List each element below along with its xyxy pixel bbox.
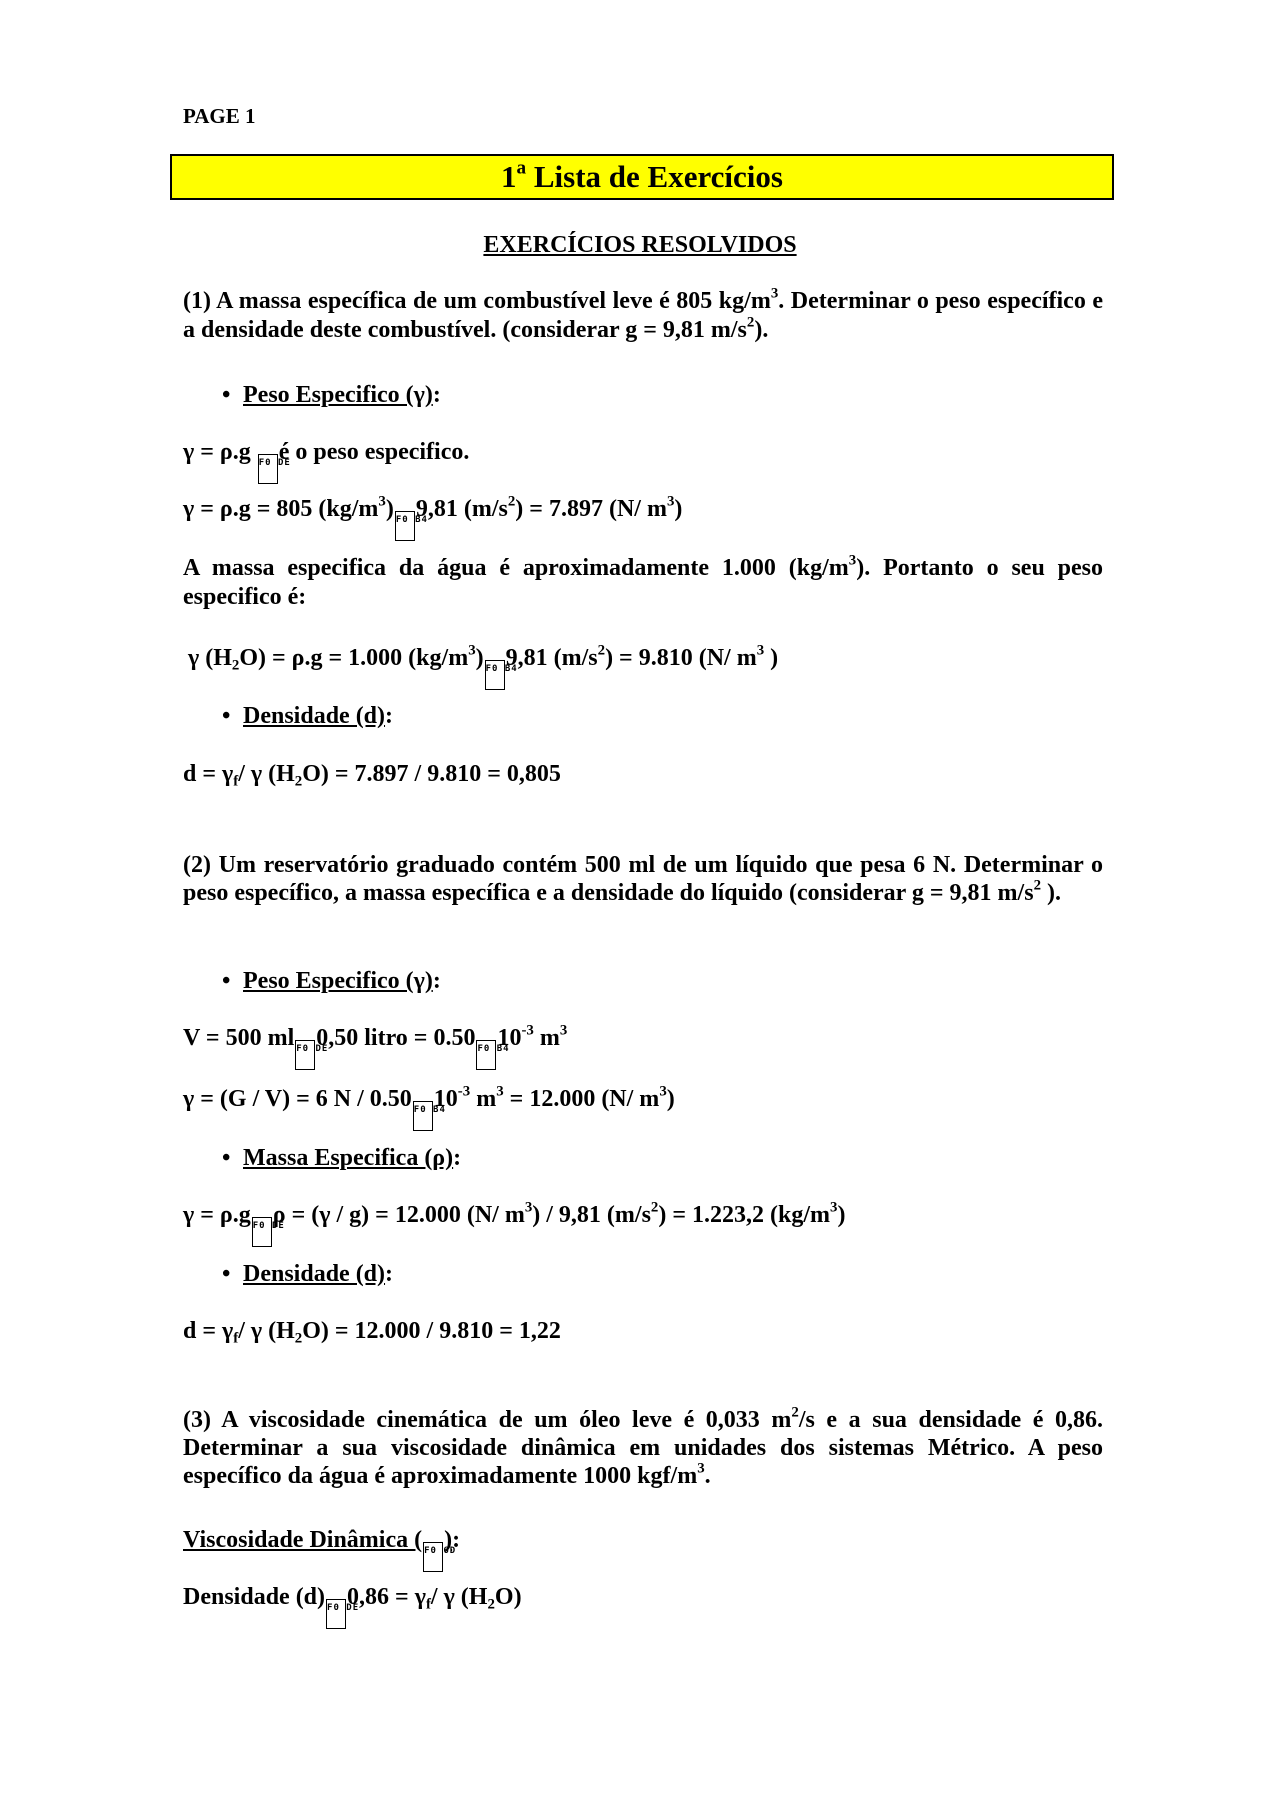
ex3-statement: (3) A viscosidade cinemática de um óleo leve é 0,033 $m^2/s$ e a sua densidade é 0,86. Determinar a sua viscosidade dinâmica em unidades dos sistemas Métrico. A peso específico da água é aproximadamente 1000 kgf/$m^3$. bbox=[183, 1404, 1104, 1489]
implies-glyph-icon: F0 DE bbox=[258, 454, 278, 484]
ex1-statement: (1) A massa específica de um combustível leve é 805 $kg/m^3$. Determinar o peso específico e a densidade deste combustível. (considerar g = 9,81 $m/s^2$). bbox=[183, 285, 1104, 343]
ex3-heading: Viscosidade Dinâmica ( F0 6D): bbox=[183, 1525, 460, 1572]
page-label: PAGE 1 bbox=[183, 104, 256, 128]
title-ordinal: 1 bbox=[501, 159, 517, 194]
ex2-eq4: $d = \gamma_f/$ γ $(H_2O) = 12.000 / 9.810 = 1,22$ bbox=[183, 1318, 561, 1347]
implies-glyph-icon: F0 DE bbox=[326, 1599, 346, 1629]
implies-glyph-icon: F0 DE bbox=[252, 1217, 272, 1247]
bullet-dot: • bbox=[222, 968, 231, 994]
bullet-dot: • bbox=[222, 1145, 231, 1171]
bullet-dot: • bbox=[222, 1261, 231, 1287]
ex1-bullet-densidade: • Densidade (d): bbox=[222, 703, 394, 729]
ex1-bullet-peso: • Peso Especifico (γ): bbox=[222, 382, 441, 408]
ex1-eq4: $d = \gamma_f/$ γ $(H_2O) = 7.897 / 9.810 = 0,805$ bbox=[183, 761, 561, 790]
times-glyph-icon: F0 B4 bbox=[485, 660, 505, 690]
ex2-statement: (2) Um reservatório graduado contém 500 ml de um líquido que pesa 6 N. Determinar o peso específico, a massa específica e a densidade do líquido (considerar g = 9,81 $m/s^2$ ). bbox=[183, 852, 1103, 906]
ex1-eq1: γ = ρ.g F0 DEé o peso especifico. bbox=[183, 437, 469, 484]
ex1-eq3: γ $(H_2O) = \rho.g = 1.000$ $(kg/m^3)$ F0 B49,81 $(m/s^2) = 9.810$ (N/ $m^3$ ) bbox=[188, 643, 778, 690]
bullet-dot: • bbox=[222, 382, 231, 408]
ex2-bullet-peso: • Peso Especifico (γ): bbox=[222, 968, 441, 994]
mu-glyph-icon: F0 6D bbox=[423, 1542, 443, 1572]
ex2-eq3: γ = ρ.g F0 DEρ = (γ / g) = 12.000 (N/ $m^3) / 9,81$ $(m/s^2) = 1.223,2$ $(kg/m^3)$ bbox=[183, 1200, 845, 1247]
times-glyph-icon: F0 B4 bbox=[395, 511, 415, 541]
ex1-water-paragraph: A massa especifica da água é aproximadamente 1.000 $(kg/m^3)$. Portanto o seu peso especifico é: bbox=[183, 552, 1103, 610]
ex2-eq1: V = 500 ml F0 DE0,50 litro = 0.50 F0 $B410^{-3}$ $m^3$ bbox=[183, 1023, 567, 1070]
ex2-eq2: γ = (G / V) = 6 N / 0.50 F0 $B410^{-3}$ $m^3 = 12.000$ (N/ $m^3$) bbox=[183, 1084, 675, 1131]
title-text: Lista de Exercícios bbox=[526, 159, 783, 194]
ex2-bullet-massa: • Massa Especifica (ρ): bbox=[222, 1145, 462, 1171]
document-title bbox=[170, 154, 1114, 200]
ex1-eq2: γ = ρ.g = 805 $(kg/m^3)$ F0 B49,81 $(m/s^2) = 7.897$ (N/ $m^3$) bbox=[183, 494, 682, 541]
implies-glyph-icon: F0 DE bbox=[295, 1040, 315, 1070]
title-ordinal-sup: a bbox=[516, 157, 527, 179]
section-title: EXERCÍCIOS RESOLVIDOS bbox=[483, 232, 797, 258]
bullet-dot: • bbox=[222, 703, 231, 729]
ex3-eq1: Densidade (d) F0 $DE0,86 = \gamma_f/$ γ $(H_2O)$ bbox=[183, 1582, 522, 1629]
ex2-bullet-densidade: • Densidade (d): bbox=[222, 1261, 394, 1287]
times-glyph-icon: F0 B4 bbox=[413, 1101, 433, 1131]
times-glyph-icon: F0 B4 bbox=[476, 1040, 496, 1070]
